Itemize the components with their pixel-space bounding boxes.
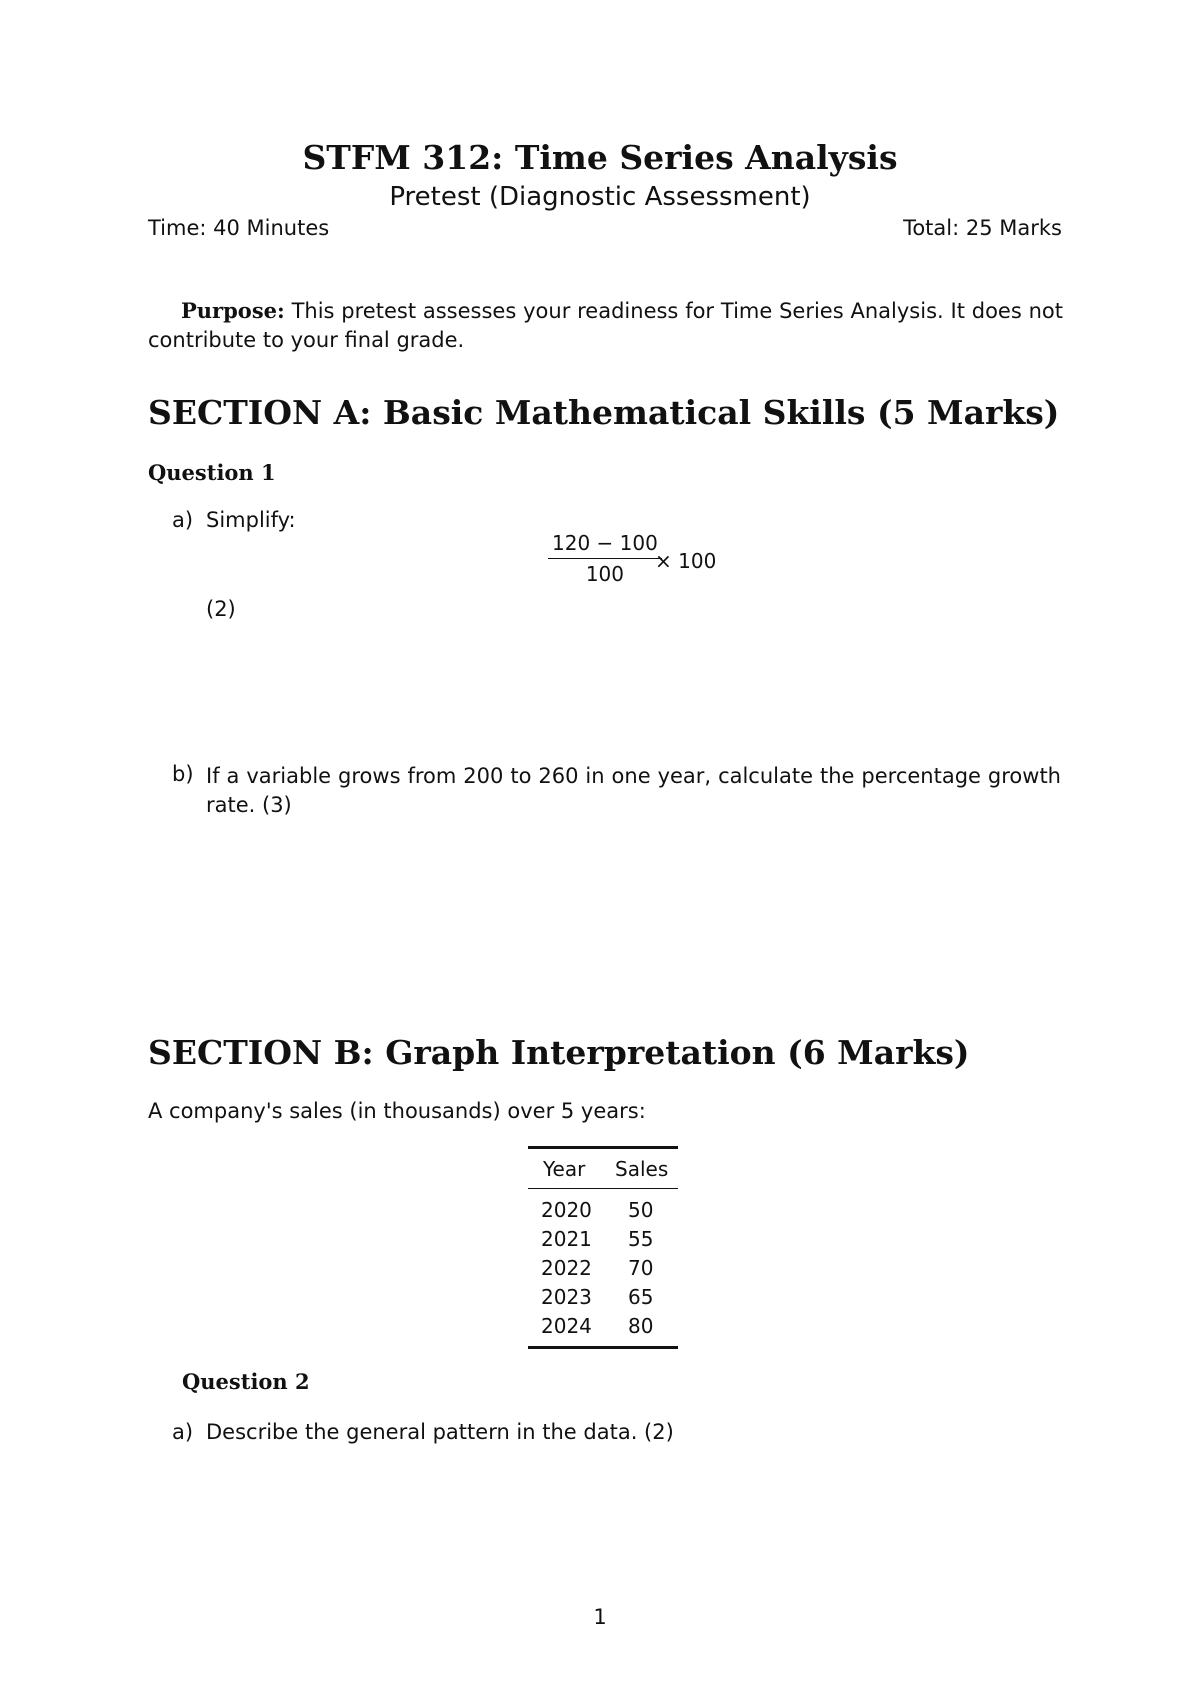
table-cell-year: 2024 [541, 1314, 592, 1338]
fraction-multiplier: × 100 [655, 549, 717, 573]
page-number: 1 [593, 1605, 607, 1629]
purpose-text: This pretest assesses your readiness for Time Series Analysis. It does not contribute to your final grade. [148, 299, 1063, 352]
document-title: STFM 312: Time Series Analysis [302, 138, 898, 177]
question-1-heading: Question 1 [148, 460, 276, 485]
purpose-paragraph [148, 296, 1063, 355]
total-marks: Total: 25 Marks [903, 216, 1062, 240]
table-cell-year: 2020 [541, 1198, 592, 1222]
section-a-heading: SECTION A: Basic Mathematical Skills (5 Marks) [148, 393, 1060, 432]
q1b-label: b) [172, 762, 194, 786]
table-cell-year: 2023 [541, 1285, 592, 1309]
fraction-numerator: 120 − 100 [548, 531, 662, 559]
fraction-denominator: 100 [585, 562, 624, 586]
question-2-heading: Question 2 [182, 1369, 310, 1394]
table-cell-sales: 65 [628, 1285, 654, 1309]
table-header-rule [528, 1188, 678, 1189]
table-bottom-rule [528, 1346, 678, 1349]
table-cell-year: 2021 [541, 1227, 592, 1251]
table-top-rule [528, 1146, 678, 1149]
table-cell-year: 2022 [541, 1256, 592, 1280]
table-cell-sales: 70 [628, 1256, 654, 1280]
q1a-text: Simplify: [206, 508, 296, 532]
q1a-label: a) [172, 508, 194, 532]
table-cell-sales: 50 [628, 1198, 654, 1222]
document-subtitle: Pretest (Diagnostic Assessment) [389, 182, 811, 212]
time-allowed: Time: 40 Minutes [148, 216, 330, 240]
table-header-sales: Sales [615, 1157, 669, 1181]
q1a-fraction [548, 531, 662, 586]
q1a-marks: (2) [206, 597, 236, 621]
table-cell-sales: 80 [628, 1314, 654, 1338]
sales-intro: A company's sales (in thousands) over 5 years: [148, 1099, 646, 1123]
table-header-year: Year [543, 1157, 586, 1181]
section-b-heading: SECTION B: Graph Interpretation (6 Marks) [148, 1033, 970, 1072]
q2a-label: a) [172, 1420, 194, 1444]
purpose-label: Purpose: [181, 298, 285, 323]
q1b-text: If a variable grows from 200 to 260 in one year, calculate the percentage growth rate. (3) [206, 764, 1061, 817]
q2a-text: Describe the general pattern in the data. (2) [206, 1420, 674, 1444]
table-cell-sales: 55 [628, 1227, 654, 1251]
